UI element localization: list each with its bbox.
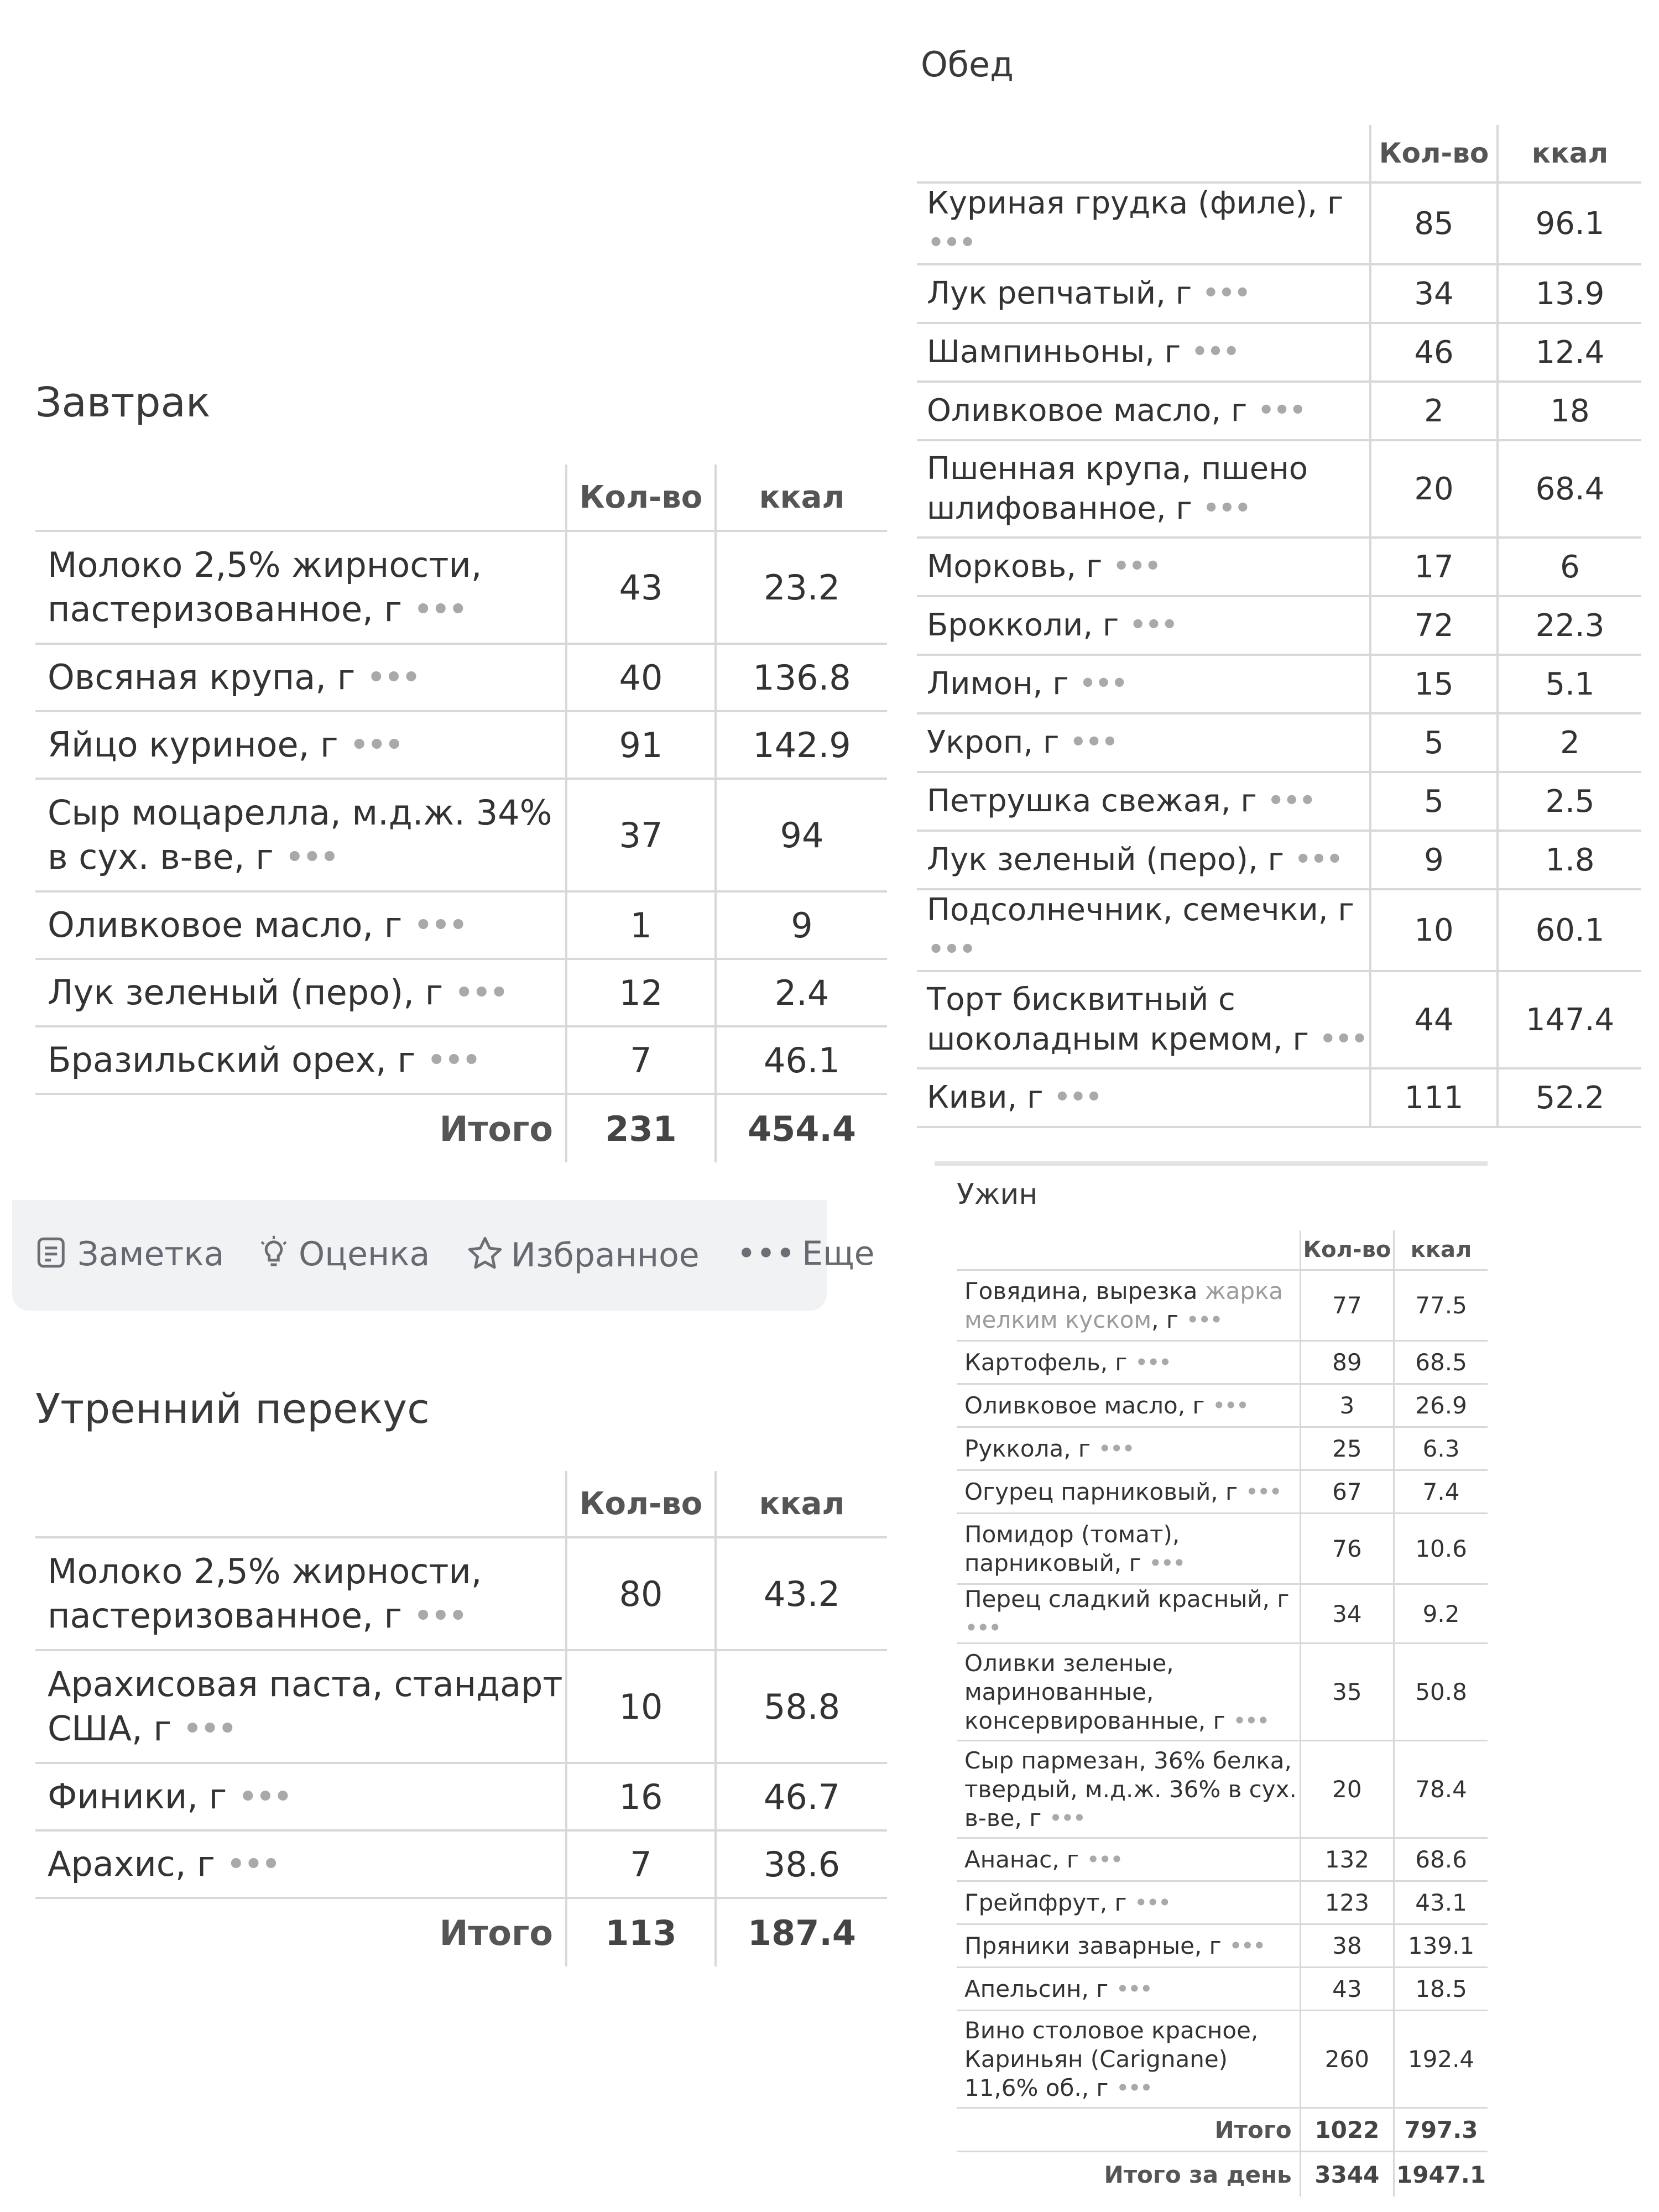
food-row[interactable]	[957, 2011, 1488, 2108]
food-name: Ананас, г •••	[957, 1838, 1300, 1881]
food-name: Торт бисквитный с шоколадным кремом, г •••	[917, 971, 1370, 1068]
more-options-icon[interactable]: •••	[1134, 1348, 1171, 1376]
food-qty: 91	[566, 711, 716, 779]
food-qty: 43	[1300, 1968, 1394, 2011]
header-kcal: ккал	[1394, 1230, 1488, 1270]
note-button[interactable]	[34, 1234, 224, 1274]
header-qty: Кол-во	[1300, 1230, 1394, 1270]
food-name: Финики, г •••	[35, 1763, 566, 1830]
food-row[interactable]	[957, 1924, 1488, 1968]
food-kcal: 5.1	[1498, 655, 1641, 713]
lunch-section	[907, 17, 1659, 1116]
more-options-icon[interactable]: •••	[1078, 666, 1126, 702]
food-qty: 85	[1370, 182, 1498, 264]
total-qty: 113	[566, 1898, 716, 1966]
more-options-icon[interactable]: •••	[1201, 275, 1249, 311]
morning-snack-table	[35, 1471, 887, 1966]
food-qty: 7	[566, 1026, 716, 1094]
food-kcal: 142.9	[716, 711, 887, 779]
header-qty: Кол-во	[566, 465, 716, 531]
more-options-icon[interactable]: •••	[1186, 1306, 1222, 1333]
food-qty: 38	[1300, 1924, 1394, 1968]
food-kcal: 6	[1498, 538, 1641, 596]
more-options-icon[interactable]: •••	[964, 1614, 1000, 1641]
food-qty: 80	[566, 1537, 716, 1650]
lightbulb-icon	[255, 1234, 292, 1271]
food-row[interactable]	[957, 1838, 1488, 1881]
total-kcal: 797.3	[1394, 2108, 1488, 2152]
total-label: Итого	[439, 1912, 553, 1953]
more-options-icon[interactable]: •••	[413, 1595, 466, 1636]
food-name: Оливковое масло, г •••	[35, 891, 566, 959]
food-name: Подсолнечник, семечки, г •••	[917, 889, 1370, 971]
more-options-icon[interactable]: •••	[453, 972, 507, 1013]
more-options-icon[interactable]: •••	[1202, 491, 1250, 526]
food-name: Лук зеленый (перо), г •••	[917, 831, 1370, 889]
food-row[interactable]	[957, 1270, 1488, 1341]
food-kcal: 46.7	[716, 1763, 887, 1830]
header-name	[957, 1230, 1300, 1270]
morning-snack-section	[0, 1338, 857, 1974]
food-kcal: 1.8	[1498, 831, 1641, 889]
food-name: Говядина, вырезка жарка мелким куском, г •••	[957, 1270, 1300, 1341]
food-kcal: 68.6	[1394, 1838, 1488, 1881]
food-qty: 5	[1370, 772, 1498, 831]
dinner-section	[935, 1161, 1488, 2212]
food-qty: 3	[1300, 1384, 1394, 1427]
food-name: Куриная грудка (филе), г •••	[917, 182, 1370, 264]
food-qty: 15	[1370, 655, 1498, 713]
food-row[interactable]	[917, 538, 1641, 596]
food-name: Оливки зеленые, маринованные, консервированные, г •••	[957, 1644, 1300, 1741]
food-row[interactable]	[35, 959, 887, 1026]
food-qty: 46	[1370, 323, 1498, 382]
food-row[interactable]	[917, 264, 1641, 323]
more-options-icon[interactable]: •••	[1191, 334, 1238, 370]
food-kcal: 26.9	[1394, 1384, 1488, 1427]
food-qty: 76	[1300, 1514, 1394, 1584]
breakfast-section	[0, 332, 857, 1178]
more-options-icon[interactable]: •••	[349, 724, 402, 765]
food-qty: 10	[566, 1650, 716, 1763]
food-row[interactable]	[917, 323, 1641, 382]
food-kcal: 13.9	[1498, 264, 1641, 323]
food-qty: 40	[566, 644, 716, 711]
more-options-icon[interactable]: •••	[1098, 1434, 1134, 1462]
food-row[interactable]	[35, 1830, 887, 1898]
total-qty: 1022	[1300, 2108, 1394, 2152]
food-kcal: 50.8	[1394, 1644, 1488, 1741]
morning-snack-title: Утренний перекус	[35, 1385, 430, 1433]
food-qty: 67	[1300, 1470, 1394, 1514]
food-kcal: 43.1	[1394, 1881, 1488, 1924]
more-options-icon[interactable]: •••	[1112, 549, 1160, 585]
food-qty: 7	[566, 1830, 716, 1898]
more-options-icon[interactable]: •••	[1266, 783, 1314, 819]
food-row[interactable]	[917, 440, 1641, 538]
food-name: Сыр моцарелла, м.д.ж. 34% в сух. в-ве, г •••	[35, 779, 566, 891]
note-label: Заметка	[77, 1235, 225, 1274]
total-label: Итого	[957, 2108, 1300, 2152]
table-header-row	[35, 1471, 887, 1537]
more-options-icon[interactable]: •••	[1115, 1975, 1151, 2002]
food-kcal: 77.5	[1394, 1270, 1488, 1341]
food-row[interactable]	[917, 1068, 1641, 1127]
food-name: Перец сладкий красный, г •••	[957, 1584, 1300, 1644]
food-name: Оливковое масло, г •••	[917, 382, 1370, 440]
food-row[interactable]	[957, 1341, 1488, 1384]
more-options-icon[interactable]: •••	[1086, 1845, 1122, 1873]
food-kcal: 46.1	[716, 1026, 887, 1094]
food-name: Укроп, г •••	[917, 713, 1370, 772]
food-row[interactable]	[35, 1650, 887, 1763]
food-row[interactable]	[957, 1470, 1488, 1514]
food-row[interactable]	[957, 1644, 1488, 1741]
food-qty: 10	[1370, 889, 1498, 971]
more-options-icon[interactable]: •••	[1229, 1932, 1265, 1959]
more-options-icon[interactable]: •••	[366, 657, 419, 697]
more-options-icon[interactable]: •••	[413, 905, 466, 945]
more-options-icon[interactable]: •••	[1115, 2074, 1152, 2101]
more-options-icon[interactable]: •••	[927, 225, 974, 261]
total-row	[35, 1898, 887, 1966]
food-kcal: 58.8	[716, 1650, 887, 1763]
food-row[interactable]	[35, 644, 887, 711]
total-row	[35, 1094, 887, 1162]
food-qty: 5	[1370, 713, 1498, 772]
food-row[interactable]	[957, 1741, 1488, 1838]
food-kcal: 18	[1498, 382, 1641, 440]
food-qty: 25	[1300, 1427, 1394, 1470]
food-kcal: 52.2	[1498, 1068, 1641, 1127]
more-options-icon[interactable]: •••	[1318, 1021, 1366, 1057]
meal-action-bar	[12, 1200, 875, 1311]
header-name	[35, 1471, 566, 1537]
breakfast-table	[35, 465, 887, 1162]
food-qty: 17	[1370, 538, 1498, 596]
food-kcal: 22.3	[1498, 596, 1641, 655]
food-name: Брокколи, г •••	[917, 596, 1370, 655]
food-qty: 37	[566, 779, 716, 891]
more-options-icon[interactable]: •••	[1048, 1804, 1084, 1832]
header-kcal: ккал	[716, 465, 887, 531]
total-row	[957, 2108, 1488, 2152]
food-name: Киви, г •••	[917, 1068, 1370, 1127]
food-kcal: 43.2	[716, 1537, 887, 1650]
food-name: Пшенная крупа, пшено шлифованное, г •••	[917, 440, 1370, 538]
food-name: Арахис, г •••	[35, 1830, 566, 1898]
more-options-icon[interactable]: •••	[927, 932, 974, 968]
food-row[interactable]	[957, 1514, 1488, 1584]
food-qty: 16	[566, 1763, 716, 1830]
more-options-icon[interactable]: •••	[1212, 1391, 1248, 1419]
total-kcal: 454.4	[716, 1094, 887, 1162]
food-kcal: 96.1	[1498, 182, 1641, 264]
food-name: Петрушка свежая, г •••	[917, 772, 1370, 831]
food-name: Овсяная крупа, г •••	[35, 644, 566, 711]
header-name	[35, 465, 566, 531]
food-row[interactable]	[917, 889, 1641, 971]
food-name: Руккола, г •••	[957, 1427, 1300, 1470]
food-qty: 1	[566, 891, 716, 959]
food-name: Пряники заварные, г •••	[957, 1924, 1300, 1968]
food-name: Молоко 2,5% жирности, пастеризованное, г •••	[35, 531, 566, 644]
food-qty: 35	[1300, 1644, 1394, 1741]
more-button[interactable]	[737, 1234, 875, 1273]
food-name: Апельсин, г •••	[957, 1968, 1300, 2011]
food-row[interactable]	[917, 382, 1641, 440]
food-kcal: 94	[716, 779, 887, 891]
rating-label: Оценка	[299, 1235, 430, 1274]
food-kcal: 68.5	[1394, 1341, 1488, 1384]
more-options-icon[interactable]: •••	[1134, 1888, 1170, 1916]
more-label: Еще	[802, 1234, 875, 1273]
food-kcal: 78.4	[1394, 1741, 1488, 1838]
food-row[interactable]	[917, 772, 1641, 831]
food-kcal: 38.6	[716, 1830, 887, 1898]
food-row[interactable]	[35, 1026, 887, 1094]
food-name: Оливковое масло, г •••	[957, 1384, 1300, 1427]
food-row[interactable]	[35, 711, 887, 779]
more-options-icon[interactable]: •••	[284, 837, 337, 877]
food-kcal: 6.3	[1394, 1427, 1488, 1470]
food-kcal: 9	[716, 891, 887, 959]
day-total-label: Итого за день	[1104, 2161, 1292, 2188]
food-qty: 89	[1300, 1341, 1394, 1384]
food-kcal: 2	[1498, 713, 1641, 772]
food-kcal: 192.4	[1394, 2011, 1488, 2108]
more-options-icon[interactable]: •••	[1257, 393, 1305, 429]
food-qty: 260	[1300, 2011, 1394, 2108]
food-qty: 20	[1370, 440, 1498, 538]
food-qty: 77	[1300, 1270, 1394, 1341]
food-preparation: жарка мелким куском	[964, 1277, 1284, 1333]
food-kcal: 60.1	[1498, 889, 1641, 971]
more-options-icon[interactable]: •••	[426, 1040, 479, 1080]
total-qty: 231	[566, 1094, 716, 1162]
more-options-icon[interactable]: •••	[1069, 724, 1117, 760]
breakfast-title: Завтрак	[35, 379, 211, 426]
food-kcal: 7.4	[1394, 1470, 1488, 1514]
total-kcal: 187.4	[716, 1898, 887, 1966]
food-qty: 111	[1370, 1068, 1498, 1127]
food-qty: 20	[1300, 1741, 1394, 1838]
header-name	[917, 125, 1370, 182]
food-row[interactable]	[917, 713, 1641, 772]
food-row[interactable]	[957, 1881, 1488, 1924]
food-row[interactable]	[957, 1584, 1488, 1644]
food-row[interactable]	[957, 1968, 1488, 2011]
food-kcal: 147.4	[1498, 971, 1641, 1068]
header-kcal: ккал	[1498, 125, 1641, 182]
food-name: Шампиньоны, г •••	[917, 323, 1370, 382]
food-name: Огурец парниковый, г •••	[957, 1470, 1300, 1514]
more-options-icon[interactable]: •••	[413, 589, 466, 629]
food-kcal: 9.2	[1394, 1584, 1488, 1644]
food-row[interactable]	[917, 182, 1641, 264]
food-name: Лимон, г •••	[917, 655, 1370, 713]
food-qty: 72	[1370, 596, 1498, 655]
food-name: Лук зеленый (перо), г •••	[35, 959, 566, 1026]
food-name: Морковь, г •••	[917, 538, 1370, 596]
food-name: Сыр пармезан, 36% белка, твердый, м.д.ж. 36% в сух. в-ве, г •••	[957, 1741, 1300, 1838]
day-total-qty: 3344	[1300, 2152, 1394, 2197]
food-kcal: 2.5	[1498, 772, 1641, 831]
food-name: Вино столовое красное, Кариньян (Carignane) 11,6% об., г •••	[957, 2011, 1300, 2108]
lunch-table	[917, 125, 1641, 1128]
food-row[interactable]	[917, 596, 1641, 655]
food-row[interactable]	[917, 655, 1641, 713]
food-row[interactable]	[957, 1384, 1488, 1427]
divider	[935, 1161, 1488, 1166]
star-icon	[466, 1234, 504, 1273]
food-kcal: 12.4	[1498, 323, 1641, 382]
header-qty: Кол-во	[1370, 125, 1498, 182]
food-qty: 34	[1370, 264, 1498, 323]
food-qty: 44	[1370, 971, 1498, 1068]
more-options-icon[interactable]: •••	[1053, 1079, 1101, 1115]
food-row[interactable]	[35, 779, 887, 891]
food-name: Бразильский орех, г •••	[35, 1026, 566, 1094]
food-qty: 2	[1370, 382, 1498, 440]
more-options-icon[interactable]: •••	[226, 1844, 279, 1884]
more-options-icon[interactable]: •••	[1233, 1707, 1269, 1734]
food-kcal: 18.5	[1394, 1968, 1488, 2011]
dinner-table	[957, 1230, 1488, 2197]
food-name: Лук репчатый, г •••	[917, 264, 1370, 323]
food-name: Помидор (томат), парниковый, г •••	[957, 1514, 1300, 1584]
rating-button[interactable]	[255, 1234, 430, 1274]
favorite-button[interactable]	[466, 1234, 700, 1275]
more-options-icon[interactable]: •••	[237, 1776, 290, 1817]
more-options-icon[interactable]: •••	[1245, 1478, 1281, 1505]
food-qty: 123	[1300, 1881, 1394, 1924]
more-options-icon[interactable]: •••	[1129, 607, 1176, 643]
food-name: Грейпфрут, г •••	[957, 1881, 1300, 1924]
total-label: Итого	[439, 1108, 553, 1149]
more-options-icon[interactable]: •••	[182, 1708, 235, 1749]
food-name: Арахисовая паста, стандарт США, г •••	[35, 1650, 566, 1763]
food-qty: 12	[566, 959, 716, 1026]
food-row[interactable]	[917, 831, 1641, 889]
note-icon	[34, 1234, 71, 1271]
food-row[interactable]	[35, 531, 887, 644]
day-total-row	[957, 2152, 1488, 2197]
food-qty: 9	[1370, 831, 1498, 889]
food-kcal: 2.4	[716, 959, 887, 1026]
favorite-label: Избранное	[511, 1236, 700, 1275]
food-row[interactable]	[35, 1537, 887, 1650]
dinner-title: Ужин	[957, 1178, 1038, 1211]
food-name: Картофель, г •••	[957, 1341, 1300, 1384]
lunch-title: Обед	[921, 44, 1014, 85]
food-row[interactable]	[35, 1763, 887, 1830]
food-kcal: 136.8	[716, 644, 887, 711]
food-row[interactable]	[957, 1427, 1488, 1470]
food-kcal: 10.6	[1394, 1514, 1488, 1584]
header-kcal: ккал	[716, 1471, 887, 1537]
food-kcal: 68.4	[1498, 440, 1641, 538]
more-options-icon[interactable]: •••	[1149, 1549, 1185, 1577]
table-header-row	[917, 125, 1641, 182]
more-options-icon[interactable]: •••	[1293, 842, 1342, 878]
food-qty: 34	[1300, 1584, 1394, 1644]
food-qty: 132	[1300, 1838, 1394, 1881]
table-header-row	[35, 465, 887, 531]
food-name: Молоко 2,5% жирности, пастеризованное, г •••	[35, 1537, 566, 1650]
food-name: Яйцо куриное, г •••	[35, 711, 566, 779]
food-qty: 43	[566, 531, 716, 644]
table-header-row	[957, 1230, 1488, 1270]
more-dots-icon: •••	[737, 1234, 796, 1273]
food-row[interactable]	[917, 971, 1641, 1068]
food-kcal: 23.2	[716, 531, 887, 644]
day-total-kcal: 1947.1	[1394, 2152, 1488, 2197]
header-qty: Кол-во	[566, 1471, 716, 1537]
food-row[interactable]	[35, 891, 887, 959]
food-kcal: 139.1	[1394, 1924, 1488, 1968]
